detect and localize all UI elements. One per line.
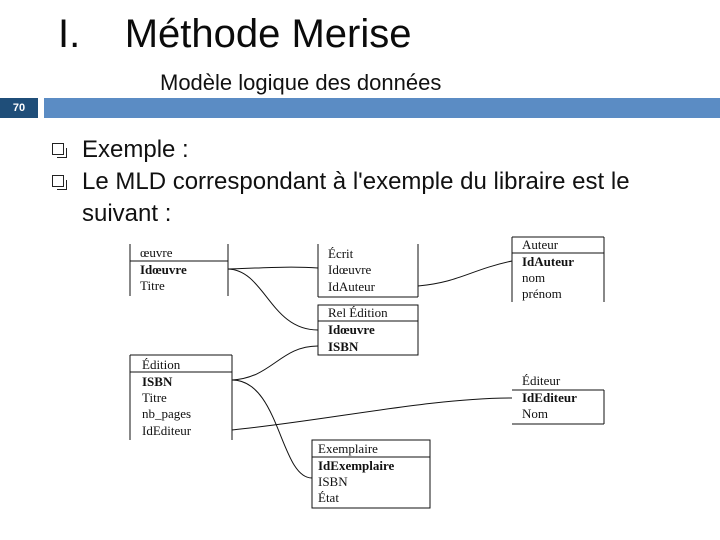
section-number: I. (58, 12, 81, 56)
entity-auteur-title: Auteur (522, 237, 559, 252)
entity-exemplaire-title: Exemplaire (318, 441, 378, 456)
page-number: 70 (0, 98, 38, 118)
entity-oeuvre-field: Titre (140, 278, 165, 293)
entity-auteur-field: prénom (522, 286, 562, 301)
entity-ecrit-field: IdAuteur (328, 279, 375, 294)
entity-oeuvre-field: Idœuvre (140, 262, 187, 277)
link-oeuvre-reledition (228, 269, 318, 330)
link-ecrit-auteur (418, 261, 512, 286)
slide-subtitle: Modèle logique des données (160, 70, 442, 95)
entity-rel-edition-title: Rel Édition (328, 305, 388, 320)
entity-auteur-field: IdAuteur (522, 254, 575, 269)
entity-editeur-field: Nom (522, 406, 548, 421)
entity-edition-field: IdEditeur (142, 423, 192, 438)
entity-edition-field: Titre (142, 390, 167, 405)
entity-exemplaire-field: IdExemplaire (318, 458, 395, 473)
entity-auteur-field: nom (522, 270, 546, 285)
link-edition-editeur (232, 398, 512, 430)
entity-exemplaire-field: ISBN (318, 474, 348, 489)
link-oeuvre-ecrit (228, 267, 318, 269)
entity-ecrit-field: Idœuvre (328, 262, 372, 277)
bullet-text: : (175, 136, 189, 163)
entity-editeur-title: Éditeur (522, 373, 561, 388)
entity-rel-edition-field: Idœuvre (328, 322, 375, 337)
entity-edition-field: ISBN (142, 374, 173, 389)
title-text: Méthode Merise (124, 12, 412, 56)
entity-ecrit-title: Écrit (328, 246, 354, 261)
bullet-text: Le MLD correspondant à l'exemple du libraire est le suivant : (82, 168, 630, 227)
entity-rel-edition-field: ISBN (328, 339, 359, 354)
entity-exemplaire-field: État (318, 490, 339, 505)
link-edition-reledition (232, 346, 318, 380)
entity-edition-field: nb_pages (142, 406, 192, 421)
entity-editeur-field: IdEditeur (522, 390, 577, 405)
entity-edition-title: Édition (142, 357, 181, 372)
bullet-label: Exemple (82, 136, 176, 163)
entity-oeuvre-title: œuvre (140, 245, 173, 260)
